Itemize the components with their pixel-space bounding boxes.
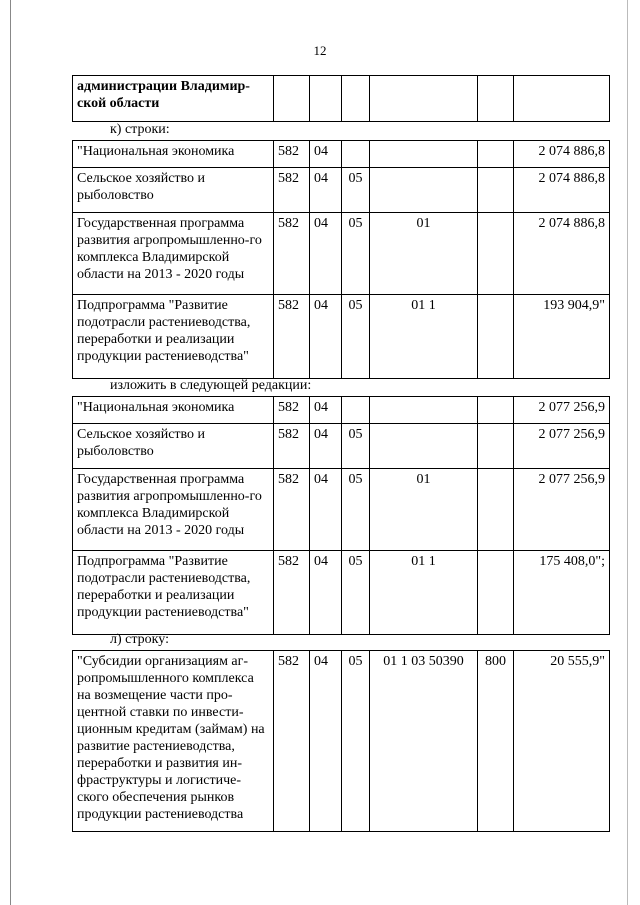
table-old [72, 140, 610, 379]
caption-k: к) строки: [110, 122, 170, 137]
cell-amount: 2 077 256,9 [514, 397, 610, 424]
cell-vr [478, 168, 514, 213]
table-top [72, 75, 610, 122]
cell-rz: 04 [310, 551, 342, 635]
cell-csr [370, 168, 478, 213]
cell-rz: 04 [310, 469, 342, 551]
cell-amount: 193 904,9" [514, 295, 610, 379]
cell-pr: 05 [342, 213, 370, 295]
caption-l: л) строку: [110, 632, 169, 647]
table-row [73, 469, 610, 551]
row-name: "Субсидии организациям аг-ропромышленного комплекса на возмещение части про-центной ставки по инвести-ционным кредитам (займам) на развитие растениеводства, переработки и развития ин-фраструктуры и логистиче-ского обеспечения рынков продукции растениеводства [73, 651, 274, 832]
cell-csr: 01 1 [370, 295, 478, 379]
cell-rz: 04 [310, 295, 342, 379]
cell-ved: 582 [274, 651, 310, 832]
cell-rz: 04 [310, 424, 342, 469]
cell-csr [370, 424, 478, 469]
cell-pr: 05 [342, 551, 370, 635]
cell-vr: 800 [478, 651, 514, 832]
row-name: "Национальная экономика [73, 397, 274, 424]
cell-ved: 582 [274, 168, 310, 213]
cell-pr: 05 [342, 469, 370, 551]
cell-csr [370, 141, 478, 168]
cell-pr: 05 [342, 424, 370, 469]
cell-vr [478, 295, 514, 379]
cell-rz: 04 [310, 168, 342, 213]
cell-ved: 582 [274, 424, 310, 469]
cell-pr [342, 397, 370, 424]
row-name: администрации Владимир-ской области [73, 76, 274, 122]
cell-pr: 05 [342, 651, 370, 832]
table-row [73, 213, 610, 295]
scan-edge-left [10, 0, 11, 905]
caption-replace: изложить в следующей редакции: [110, 378, 312, 393]
table-l [72, 650, 610, 832]
table-row [73, 76, 610, 122]
cell-pr: 05 [342, 295, 370, 379]
cell-vr [478, 551, 514, 635]
cell-pr [342, 141, 370, 168]
cell-ved: 582 [274, 141, 310, 168]
cell-amount: 175 408,0"; [514, 551, 610, 635]
table-row [73, 551, 610, 635]
cell-csr: 01 [370, 213, 478, 295]
table-new [72, 396, 610, 635]
cell-rz: 04 [310, 141, 342, 168]
table-row [73, 141, 610, 168]
cell-csr: 01 1 03 50390 [370, 651, 478, 832]
cell-amount: 2 077 256,9 [514, 469, 610, 551]
cell-csr: 01 [370, 469, 478, 551]
cell-amount: 2 074 886,8 [514, 168, 610, 213]
row-name: Государственная программа развития агропромышленно-го комплекса Владимирской области на 2013 - 2020 годы [73, 213, 274, 295]
cell-ved: 582 [274, 295, 310, 379]
cell-amount: 2 077 256,9 [514, 424, 610, 469]
row-name: Подпрограмма "Развитие подотрасли растениеводства, переработки и реализации продукции растениеводства" [73, 551, 274, 635]
cell-csr [370, 397, 478, 424]
table-row [73, 424, 610, 469]
page-number: 12 [313, 43, 327, 58]
cell-vr [478, 213, 514, 295]
cell-rz: 04 [310, 397, 342, 424]
cell-rz: 04 [310, 651, 342, 832]
table-row [73, 168, 610, 213]
row-name: Сельское хозяйство и рыболовство [73, 168, 274, 213]
cell-amount: 2 074 886,8 [514, 141, 610, 168]
cell-ved: 582 [274, 551, 310, 635]
cell-pr: 05 [342, 168, 370, 213]
cell-rz: 04 [310, 213, 342, 295]
row-name: Подпрограмма "Развитие подотрасли растениеводства, переработки и реализации продукции растениеводства" [73, 295, 274, 379]
row-name: Государственная программа развития агропромышленно-го комплекса Владимирской области на 2013 - 2020 годы [73, 469, 274, 551]
cell-amount: 20 555,9" [514, 651, 610, 832]
cell-vr [478, 141, 514, 168]
row-name: Сельское хозяйство и рыболовство [73, 424, 274, 469]
cell-vr [478, 424, 514, 469]
cell-ved: 582 [274, 469, 310, 551]
cell-vr [478, 469, 514, 551]
row-name: "Национальная экономика [73, 141, 274, 168]
table-row [73, 295, 610, 379]
scan-edge-right [627, 0, 628, 905]
cell-ved: 582 [274, 397, 310, 424]
cell-ved: 582 [274, 213, 310, 295]
table-row [73, 397, 610, 424]
table-row [73, 651, 610, 832]
cell-csr: 01 1 [370, 551, 478, 635]
cell-amount: 2 074 886,8 [514, 213, 610, 295]
cell-vr [478, 397, 514, 424]
